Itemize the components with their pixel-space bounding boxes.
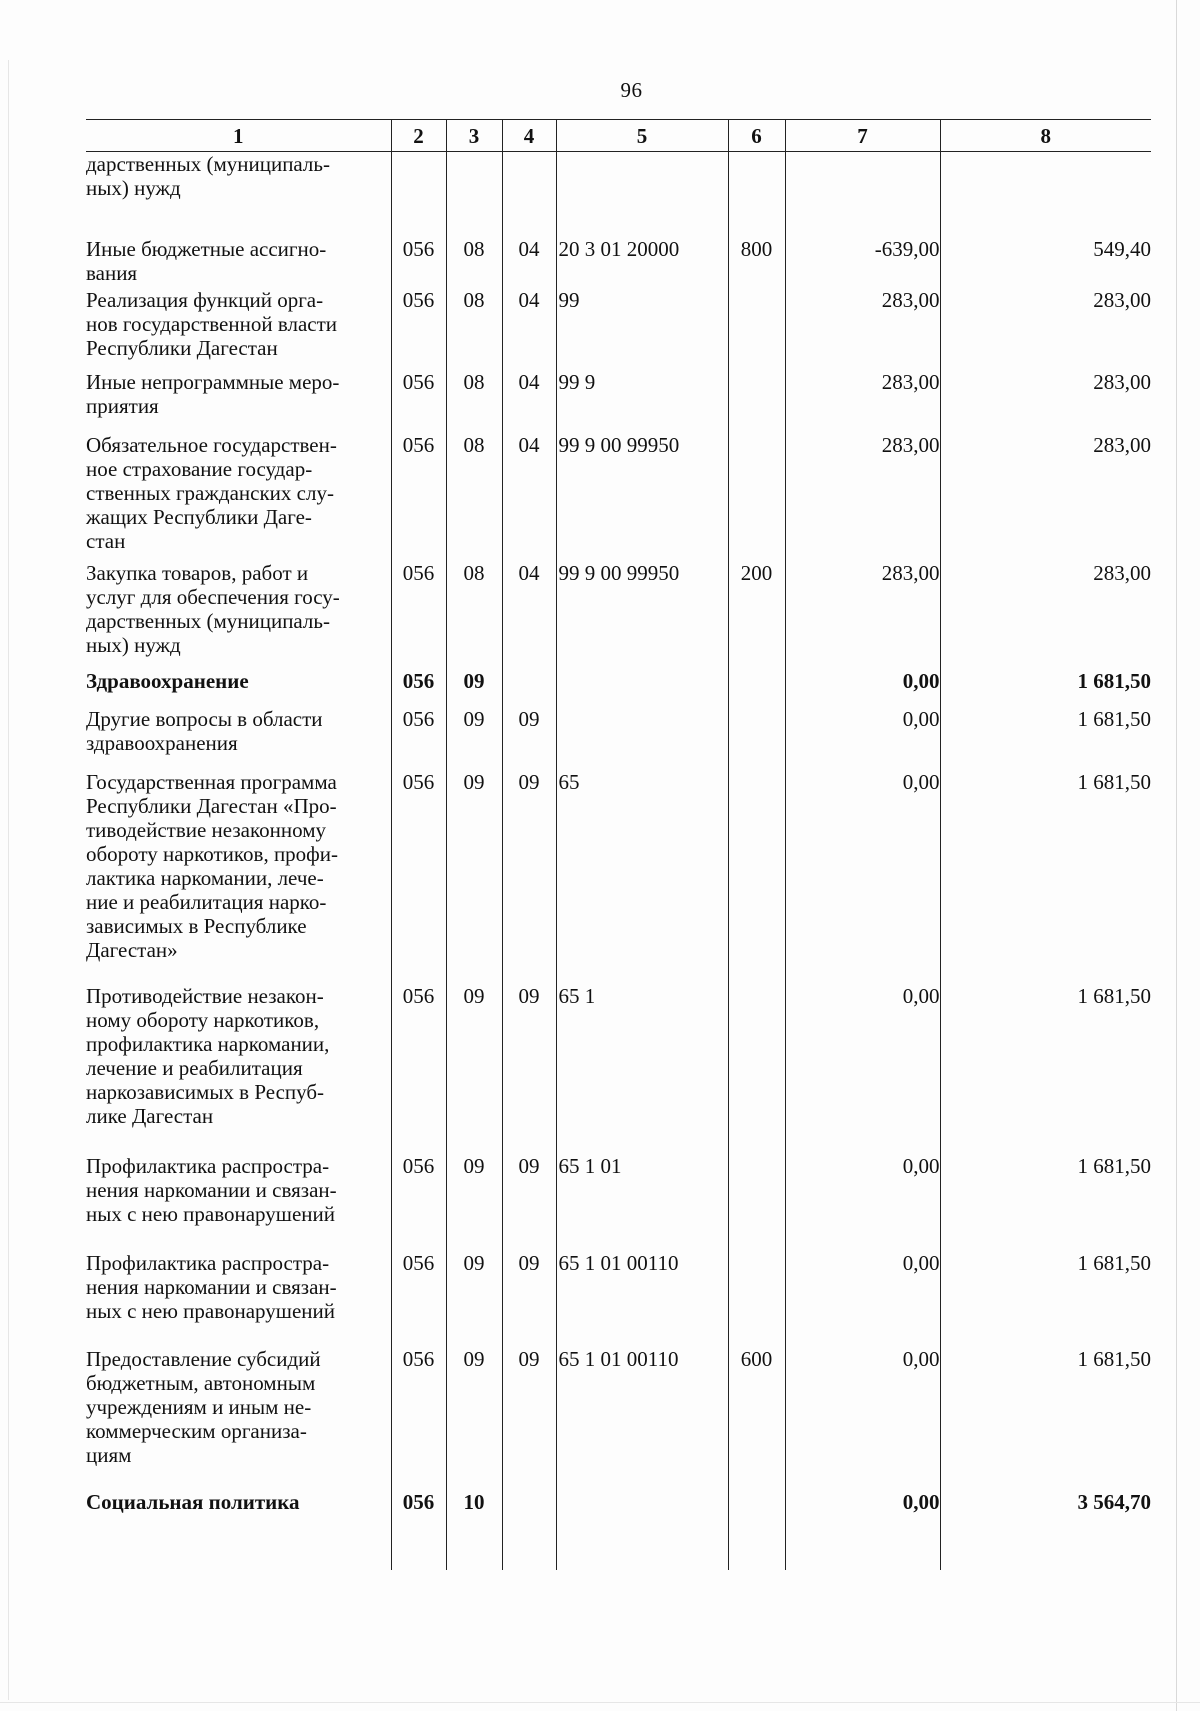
row-name-cell: Профилактика распростра- нения наркомании и связан- ных с нею правонарушений: [86, 1250, 337, 1323]
amount-cell-8: 283,00: [940, 370, 1151, 433]
code-cell-6: 200: [728, 561, 785, 669]
code-cell-5: [556, 669, 728, 707]
row-name-cell: Обязательное государствен- ное страхование государ- ственных гражданских слу- жащих Республики Даге- стан: [86, 432, 337, 553]
code-cell-4: 09: [502, 1154, 556, 1251]
code-cell-6: [728, 433, 785, 561]
code-cell-2: 056: [391, 561, 446, 669]
amount-cell-7: 0,00: [785, 1251, 940, 1347]
code-cell-3: 08: [446, 224, 502, 288]
code-cell-6: [728, 669, 785, 707]
code-cell-2: 056: [391, 984, 446, 1154]
code-cell-5: [556, 152, 728, 224]
row-name-cell: Другие вопросы в области здравоохранения: [86, 706, 323, 755]
table-row: [86, 1251, 1151, 1347]
code-cell-5: 99 9 00 99950: [556, 561, 728, 669]
amount-cell-7: 283,00: [785, 370, 940, 433]
code-cell-5: 99: [556, 288, 728, 370]
code-cell-4: [502, 152, 556, 224]
column-header-5: 5: [556, 120, 728, 152]
amount-cell-8: 1 681,50: [940, 1251, 1151, 1347]
budget-table: [86, 119, 1151, 1570]
code-cell-2: 056: [391, 1490, 446, 1570]
code-cell-5: [556, 1490, 728, 1570]
code-cell-2: 056: [391, 433, 446, 561]
column-header-3: 3: [446, 120, 502, 152]
amount-cell-7: 0,00: [785, 1154, 940, 1251]
code-cell-3: 08: [446, 288, 502, 370]
code-cell-6: [728, 288, 785, 370]
page-number: 96: [620, 78, 643, 102]
code-cell-3: 09: [446, 669, 502, 707]
amount-cell-7: -639,00: [785, 224, 940, 288]
code-cell-3: 08: [446, 433, 502, 561]
row-name-cell: Профилактика распростра- нения наркомании и связан- ных с нею правонарушений: [86, 1153, 337, 1226]
column-header-6: 6: [728, 120, 785, 152]
column-header-7: 7: [785, 120, 940, 152]
row-name-cell: Иные непрограммные меро- приятия: [86, 369, 340, 418]
amount-cell-8: 1 681,50: [940, 770, 1151, 984]
code-cell-3: 09: [446, 1347, 502, 1490]
table-header-row: [86, 120, 1151, 152]
column-header-4: 4: [502, 120, 556, 152]
code-cell-3: 10: [446, 1490, 502, 1570]
table-row: [86, 370, 1151, 433]
code-cell-3: 09: [446, 1154, 502, 1251]
code-cell-6: 600: [728, 1347, 785, 1490]
amount-cell-7: 0,00: [785, 770, 940, 984]
code-cell-4: 09: [502, 1251, 556, 1347]
amount-cell-8: 3 564,70: [940, 1490, 1151, 1570]
row-name-cell: Реализация функций орга- нов государственной власти Республики Дагестан: [86, 287, 337, 360]
row-name-cell: Иные бюджетные ассигно- вания: [86, 236, 327, 285]
amount-cell-8: 283,00: [940, 288, 1151, 370]
amount-cell-8: 283,00: [940, 433, 1151, 561]
table-row: [86, 433, 1151, 561]
code-cell-4: [502, 1490, 556, 1570]
amount-cell-8: 1 681,50: [940, 1154, 1151, 1251]
code-cell-2: 056: [391, 224, 446, 288]
table-row: [86, 669, 1151, 707]
table-body: [86, 152, 1151, 1570]
row-name-cell: Здравоохранение: [86, 668, 249, 693]
code-cell-2: 056: [391, 1251, 446, 1347]
amount-cell-8: 1 681,50: [940, 1347, 1151, 1490]
code-cell-4: 09: [502, 770, 556, 984]
code-cell-6: [728, 707, 785, 770]
code-cell-4: 04: [502, 433, 556, 561]
table-row: [86, 1347, 1151, 1490]
code-cell-5: 65: [556, 770, 728, 984]
table-row: [86, 1154, 1151, 1251]
code-cell-6: [728, 1490, 785, 1570]
table-row: [86, 288, 1151, 370]
code-cell-6: [728, 770, 785, 984]
code-cell-6: [728, 370, 785, 433]
scan-edge-line: [1176, 0, 1177, 1711]
table-row: [86, 152, 1151, 224]
amount-cell-8: 1 681,50: [940, 707, 1151, 770]
table-row: [86, 561, 1151, 669]
row-name-cell: Противодействие незакон- ному обороту наркотиков, профилактика наркомании, лечение и реабилитация наркозависимых в Респуб- лике Дагестан: [86, 983, 330, 1128]
code-cell-4: 09: [502, 707, 556, 770]
amount-cell-8: 1 681,50: [940, 669, 1151, 707]
row-name-cell: дарственных (муниципаль- ных) нужд: [86, 152, 330, 200]
code-cell-5: 65 1: [556, 984, 728, 1154]
code-cell-5: 65 1 01 00110: [556, 1347, 728, 1490]
code-cell-5: 65 1 01: [556, 1154, 728, 1251]
code-cell-6: [728, 152, 785, 224]
code-cell-2: 056: [391, 1347, 446, 1490]
amount-cell-8: 283,00: [940, 561, 1151, 669]
amount-cell-7: 283,00: [785, 561, 940, 669]
row-name-cell: Социальная политика: [86, 1489, 300, 1514]
table-row: [86, 984, 1151, 1154]
code-cell-5: 99 9: [556, 370, 728, 433]
code-cell-3: 08: [446, 370, 502, 433]
code-cell-4: 04: [502, 370, 556, 433]
amount-cell-7: [785, 152, 940, 224]
code-cell-5: 99 9 00 99950: [556, 433, 728, 561]
scan-edge-line: [8, 60, 9, 1700]
code-cell-6: 800: [728, 224, 785, 288]
column-header-1: 1: [86, 120, 391, 152]
table-row: [86, 770, 1151, 984]
code-cell-2: 056: [391, 288, 446, 370]
code-cell-3: 08: [446, 561, 502, 669]
code-cell-4: 04: [502, 224, 556, 288]
code-cell-4: 09: [502, 1347, 556, 1490]
amount-cell-8: 549,40: [940, 224, 1151, 288]
code-cell-5: 20 3 01 20000: [556, 224, 728, 288]
code-cell-4: 09: [502, 984, 556, 1154]
code-cell-5: 65 1 01 00110: [556, 1251, 728, 1347]
table-row: [86, 224, 1151, 288]
code-cell-3: 09: [446, 770, 502, 984]
table-row: [86, 707, 1151, 770]
amount-cell-7: 0,00: [785, 1490, 940, 1570]
code-cell-2: 056: [391, 707, 446, 770]
amount-cell-7: 283,00: [785, 433, 940, 561]
code-cell-2: [391, 152, 446, 224]
scan-edge-line: [0, 1702, 1200, 1703]
code-cell-3: [446, 152, 502, 224]
code-cell-4: 04: [502, 561, 556, 669]
code-cell-6: [728, 984, 785, 1154]
code-cell-2: 056: [391, 770, 446, 984]
code-cell-4: 04: [502, 288, 556, 370]
amount-cell-7: 283,00: [785, 288, 940, 370]
code-cell-6: [728, 1154, 785, 1251]
amount-cell-8: [940, 152, 1151, 224]
code-cell-3: 09: [446, 1251, 502, 1347]
code-cell-5: [556, 707, 728, 770]
code-cell-2: 056: [391, 1154, 446, 1251]
row-name-cell: Закупка товаров, работ и услуг для обеспечения госу- дарственных (муниципаль- ных) нужд: [86, 560, 340, 657]
amount-cell-8: 1 681,50: [940, 984, 1151, 1154]
table-row: [86, 1490, 1151, 1570]
column-header-8: 8: [940, 120, 1151, 152]
amount-cell-7: 0,00: [785, 669, 940, 707]
code-cell-3: 09: [446, 984, 502, 1154]
code-cell-4: [502, 669, 556, 707]
code-cell-3: 09: [446, 707, 502, 770]
column-header-2: 2: [391, 120, 446, 152]
code-cell-6: [728, 1251, 785, 1347]
code-cell-2: 056: [391, 370, 446, 433]
row-name-cell: Государственная программа Республики Дагестан «Про- тиводействие незаконному обороту наркотиков, профи- лактика наркомании, лече- ние и реабилитация нарко- зависимых в Республике Дагестан»: [86, 769, 339, 962]
amount-cell-7: 0,00: [785, 1347, 940, 1490]
code-cell-2: 056: [391, 669, 446, 707]
amount-cell-7: 0,00: [785, 984, 940, 1154]
row-name-cell: Предоставление субсидий бюджетным, автономным учреждениям и иным не- коммерческим организа- циям: [86, 1346, 321, 1467]
amount-cell-7: 0,00: [785, 707, 940, 770]
